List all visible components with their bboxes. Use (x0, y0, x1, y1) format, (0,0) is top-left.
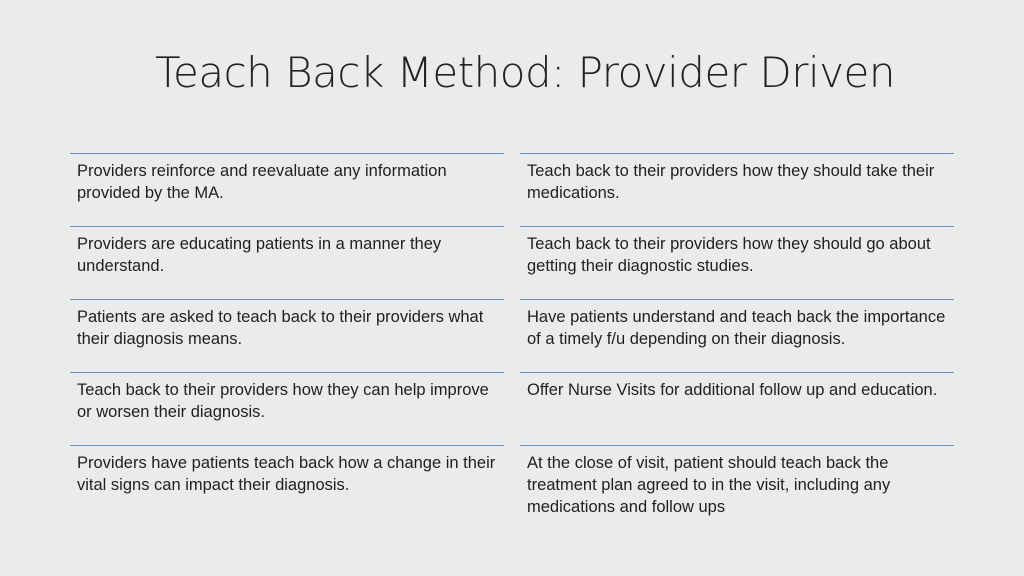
table-row (70, 226, 954, 299)
table-cell-right: At the close of visit, patient should teach back the treatment plan agreed to in the visit, including any medications and follow ups (520, 445, 954, 518)
table-row (70, 153, 954, 226)
content-table (70, 153, 954, 518)
table-cell-right: Teach back to their providers how they should take their medications. (520, 153, 954, 226)
table-row (70, 299, 954, 372)
slide-title: Teach Back Method: Provider Driven (154, 48, 896, 97)
table-cell-right: Offer Nurse Visits for additional follow up and education. (520, 372, 954, 445)
table-cell-left: Providers are educating patients in a manner they understand. (70, 226, 504, 299)
table-cell-left: Teach back to their providers how they can help improve or worsen their diagnosis. (70, 372, 504, 445)
table-cell-right: Have patients understand and teach back the importance of a timely f/u depending on their diagnosis. (520, 299, 954, 372)
table-row (70, 372, 954, 445)
table-cell-right: Teach back to their providers how they should go about getting their diagnostic studies. (520, 226, 954, 299)
table-cell-left: Providers reinforce and reevaluate any information provided by the MA. (70, 153, 504, 226)
table-cell-left: Providers have patients teach back how a change in their vital signs can impact their diagnosis. (70, 445, 504, 518)
table-row (70, 445, 954, 518)
table-cell-left: Patients are asked to teach back to their providers what their diagnosis means. (70, 299, 504, 372)
